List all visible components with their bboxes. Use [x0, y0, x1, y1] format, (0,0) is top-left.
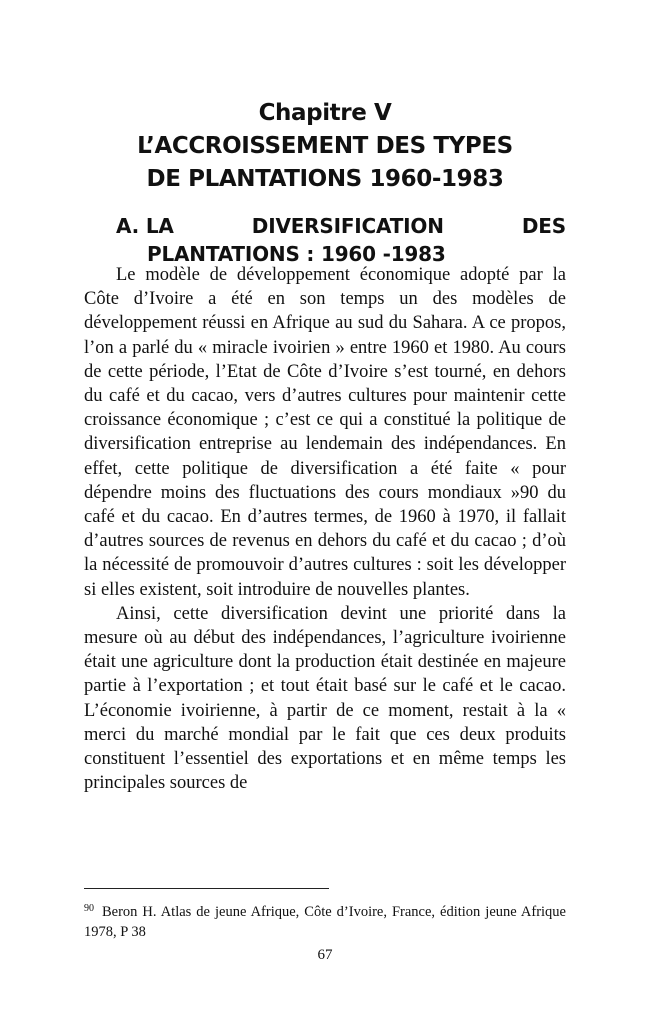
- section-word-3: DES: [521, 214, 566, 238]
- body-text: [84, 263, 566, 795]
- chapter-heading: [84, 97, 566, 196]
- page-number: 67: [317, 947, 333, 963]
- footnote: [84, 899, 566, 942]
- section-heading-line-2: PLANTATIONS : 1960 -1983: [147, 242, 446, 266]
- section-marker: A.: [116, 214, 140, 238]
- paragraph-2: Ainsi, cette diversification devint une priorité dans la mesure où au début des indépendances, l’agriculture ivoirienne était une agriculture dont la production était destinée en majeure partie à l’exportation ; et tout était basé sur le café et le cacao. L’économie ivoirienne, à partir de ce moment, restait à la « merci du marché mondial par le fait que ces deux produits constituent l’essentiel des exportations et en même temps les principales sources de: [84, 603, 566, 794]
- chapter-label: Chapitre V: [258, 100, 392, 126]
- section-word-1: LA: [145, 214, 174, 238]
- footnote-number: 90: [84, 903, 94, 914]
- footnote-text: Beron H. Atlas de jeune Afrique, Côte d’Ivoire, France, édition jeune Afrique 1978, P 38: [84, 904, 566, 940]
- section-word-2: DIVERSIFICATION: [251, 214, 444, 238]
- section-marker-and-word-1: [116, 212, 174, 240]
- chapter-title-line-2: DE PLANTATIONS 1960-1983: [146, 166, 504, 192]
- section-heading-line-1: [116, 212, 566, 240]
- footnote-separator: [84, 888, 329, 889]
- section-heading: [116, 212, 566, 268]
- paragraph-1: Le modèle de développement économique adopté par la Côte d’Ivoire a été en son temps un des modèles de développement réussi en Afrique au sud du Sahara. A ce propos, l’on a parlé du « miracle ivoirien » entre 1960 et 1980. Au cours de cette période, l’Etat de Côte d’Ivoire s’est tourné, en dehors du café et du cacao, vers d’autres cultures pour maintenir cette croissance économique ; c’est ce qui a constitué la politique de diversification entreprise au lendemain des indépendances. En effet, cette politique de diversification a été faite « pour dépendre moins des fluctuations des cours mondiaux »90 du café et du cacao. En d’autres termes, de 1960 à 1970, il fallait d’autres sources de revenus en dehors du café et du cacao ; d’où la nécessité de promouvoir d’autres cultures : soit les développer si elles existent, soit introduire de nouvelles plantes.: [84, 265, 566, 600]
- chapter-title-line-1: L’ACCROISSEMENT DES TYPES: [137, 133, 513, 159]
